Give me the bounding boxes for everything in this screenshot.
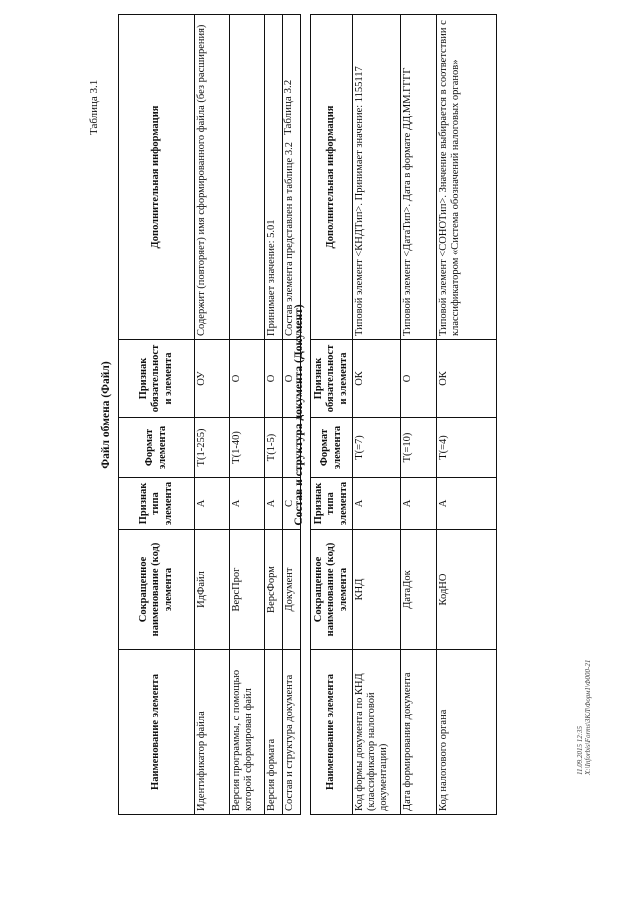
table1-header-row	[119, 15, 195, 815]
table-row	[265, 15, 283, 815]
cell-required: ОК	[353, 340, 401, 418]
cell-code: КодНО	[437, 530, 497, 650]
table1-header-type: Признак типа элемента	[119, 478, 195, 530]
cell-required: О	[283, 340, 301, 418]
footer-line-2: X:\Inforbis\Forms\ЗКЛ\Форм1\Ф000-21	[584, 659, 593, 775]
cell-format: T(=7)	[353, 418, 401, 478]
cell-required: ОУ	[195, 340, 230, 418]
table1-header-required: Признак обязательности элемента	[119, 340, 195, 418]
cell-name: Версия программы, с помощью которой сформирован файл	[230, 650, 265, 815]
cell-type: А	[195, 478, 230, 530]
cell-name: Версия формата	[265, 650, 283, 815]
cell-info: Принимает значение: 5.01	[265, 15, 283, 340]
cell-format: T(1-255)	[195, 418, 230, 478]
table1-header-info: Дополнительная информация	[119, 15, 195, 340]
table2-caption: Таблица 3.2	[282, 79, 294, 135]
cell-info: Содержит (повторяет) имя сформированного файла (без расширения)	[195, 15, 230, 340]
table2	[310, 14, 497, 815]
table-row	[230, 15, 265, 815]
table2-header-row	[311, 15, 353, 815]
cell-info: Типовой элемент <КНДТип>. Принимает значение: 1155117	[353, 15, 401, 340]
cell-code: ВерсПрог	[230, 530, 265, 650]
cell-format: T(=4)	[437, 418, 497, 478]
cell-code: ДатаДок	[401, 530, 437, 650]
cell-type: С	[283, 478, 301, 530]
table2-header-code: Сокращенное наименование (код) элемента	[311, 530, 353, 650]
cell-type: А	[437, 478, 497, 530]
cell-type: А	[265, 478, 283, 530]
cell-info	[230, 15, 265, 340]
cell-required: О	[230, 340, 265, 418]
table2-title: Состав и структура документа (Документ)	[293, 304, 305, 526]
table1-header-format: Формат элемента	[119, 418, 195, 478]
cell-name: Идентификатор файла	[195, 650, 230, 815]
table2-header-type: Признак типа элемента	[311, 478, 353, 530]
footer-line-1: 11.09.2015 12:35	[576, 725, 584, 775]
table1-caption: Таблица 3.1	[88, 79, 100, 135]
cell-name: Код налогового органа	[437, 650, 497, 815]
cell-required: О	[401, 340, 437, 418]
cell-code: ВерсФорм	[265, 530, 283, 650]
table1-header-name: Наименование элемента	[119, 650, 195, 815]
cell-name: Код формы документа по КНД (классификатор налоговой документации)	[353, 650, 401, 815]
table-row	[353, 15, 401, 815]
cell-type: А	[353, 478, 401, 530]
cell-code: ИдФайл	[195, 530, 230, 650]
cell-type: А	[230, 478, 265, 530]
cell-code: КНД	[353, 530, 401, 650]
cell-info: Типовой элемент <СОНОТип>. Значение выбирается в соответствии с классификатором «Система обозначений налоговых органов»	[437, 15, 497, 340]
table-row	[195, 15, 230, 815]
table2-header-required: Признак обязательности элемента	[311, 340, 353, 418]
cell-name: Состав и структура документа	[283, 650, 301, 815]
table-row	[437, 15, 497, 815]
table-row	[401, 15, 437, 815]
table2-header-format: Формат элемента	[311, 418, 353, 478]
cell-info: Состав элемента представлен в таблице 3.2	[283, 15, 301, 340]
cell-info: Типовой элемент <ДатаТип>. Дата в формате ДД.ММ.ГГГГ	[401, 15, 437, 340]
cell-format: T(=10)	[401, 418, 437, 478]
table2-header-info: Дополнительная информация	[311, 15, 353, 340]
cell-required: ОК	[437, 340, 497, 418]
table1-header-code: Сокращенное наименование (код) элемента	[119, 530, 195, 650]
table1-title: Файл обмена (Файл)	[100, 361, 112, 469]
cell-type: А	[401, 478, 437, 530]
footer-stamp	[576, 660, 593, 775]
table1	[118, 14, 301, 815]
cell-format: T(1-40)	[230, 418, 265, 478]
table2-header-name: Наименование элемента	[311, 650, 353, 815]
cell-format: T(1-5)	[265, 418, 283, 478]
cell-code: Документ	[283, 530, 301, 650]
cell-name: Дата формирования документа	[401, 650, 437, 815]
cell-required: О	[265, 340, 283, 418]
